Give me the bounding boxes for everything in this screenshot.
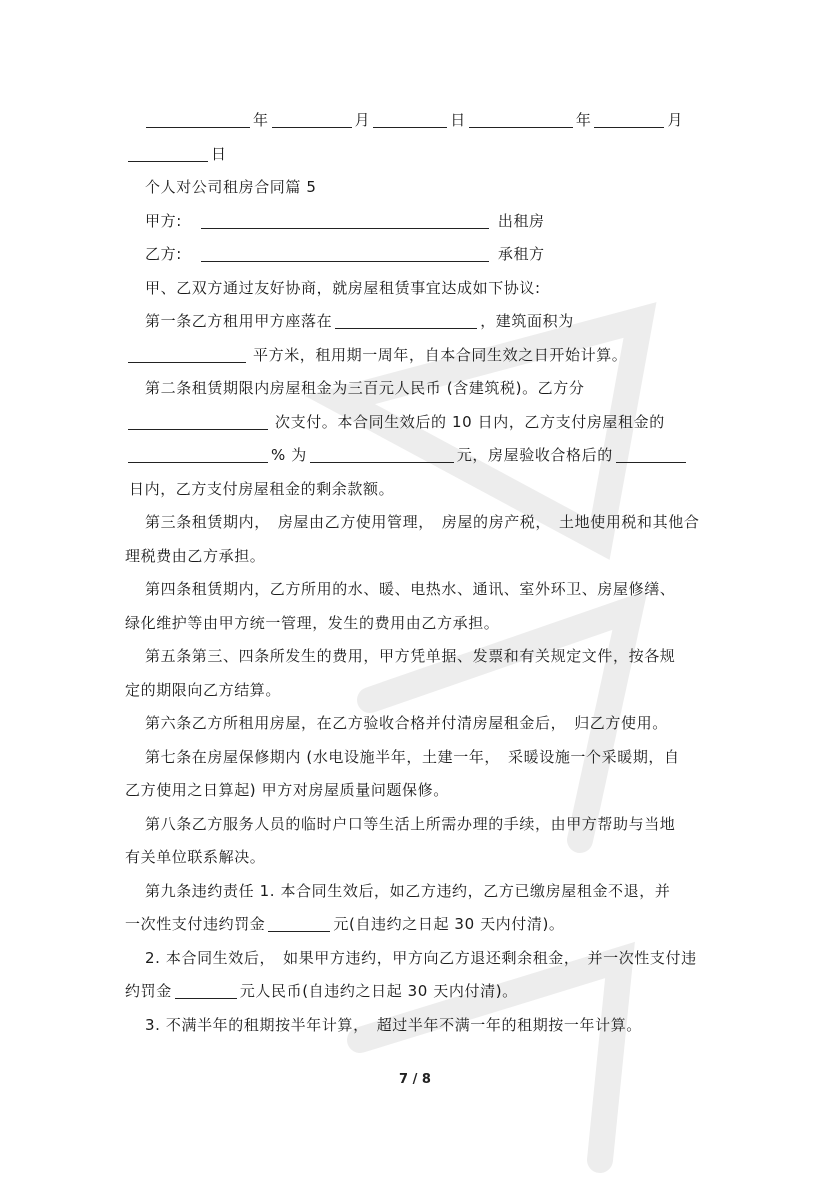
article-2: 第二条租赁期限内房屋租金为三百元人民币 (含建筑税)。乙方分 [145,379,585,397]
article-5-cont: 定的期限向乙方结算。 [125,680,282,699]
amount-field[interactable] [310,442,454,463]
text: 并一次性支付违 [587,948,697,967]
text: 第六条乙方所租用房屋，在乙方验收合格并付清房屋租金后， [145,714,567,732]
page-number: 7 / 8 [399,1072,431,1087]
blank-field[interactable] [469,107,573,128]
date-line [125,104,715,138]
article-2-cont: 日内，乙方支付房屋租金的剩余款额。 [129,479,395,498]
blank-field[interactable] [594,107,664,128]
text: 超过半年不满一年的租期按一年计算。 [376,1015,642,1034]
article-9: 第九条违约责任 1. 本合同生效后，如乙方违约，乙方已缴房屋租金不退，并 [145,881,671,900]
article-6 [125,707,715,741]
text: 如果甲方违约，甲方向乙方退还剩余租金， [283,948,580,967]
days-field[interactable] [616,442,686,463]
party-b-line [125,238,715,272]
article-4: 第四条租赁期内，乙方所用的水、暖、电热水、通讯、室外环卫、房屋修缮、 [145,580,676,598]
article-1 [125,305,715,339]
article-2-cont [125,439,715,473]
text: 日 [450,111,466,129]
party-a-role: 出租房 [497,211,545,230]
text: 房屋由乙方使用管理， [277,513,434,531]
text: 元，房屋验收合格后的 [456,446,613,464]
text: 元人民币(自违约之日起 30 天内付清)。 [239,982,518,1000]
text: 约罚金 [125,982,172,1000]
location-field[interactable] [335,308,477,329]
text: 第三条租赁期内， [145,513,270,531]
article-4-cont: 绿化维护等由甲方统一管理，发生的费用由乙方承担。 [125,613,500,632]
party-a-label: 甲方: [145,211,182,230]
text: 次支付。本合同生效后的 10 日内，乙方支付房屋租金的 [275,412,665,431]
party-a-line [125,205,715,239]
article-3-cont: 理税费由乙方承担。 [125,546,266,565]
article-1-cont [125,339,715,373]
text: 土地使用税和其他合 [559,513,700,531]
article-8-cont: 有关单位联系解决。 [125,848,266,866]
text: 年 [575,111,592,129]
text: 2. 本合同生效后， [145,948,276,967]
party-b-role: 承租方 [497,245,545,263]
article-5: 第五条第三、四条所发生的费用，甲方凭单据、发票和有关规定文件，按各规 [145,647,676,665]
blank-field[interactable] [146,107,250,128]
party-b-field[interactable] [201,241,489,262]
article-7 [125,741,715,775]
party-a-field[interactable] [201,208,489,229]
text: 采暖设施一个采暖期，自 [508,747,680,766]
text: % 为 [271,446,307,464]
contract-body [125,104,715,1042]
text: 年 [253,111,269,129]
article-9-2 [125,942,715,976]
text: 月 [667,111,684,129]
area-field[interactable] [128,342,246,363]
installments-field[interactable] [128,409,268,430]
text: ，建筑面积为 [480,312,574,330]
text: 平方米，租用期一周年，自本合同生效之日开始计算。 [253,345,628,364]
party-b-label: 乙方: [145,245,182,263]
blank-field[interactable] [272,107,352,128]
article-9-cont [125,908,715,942]
text: 月 [354,111,371,129]
text: 房屋的房产税， [441,513,552,531]
article-9-2-cont [125,975,715,1009]
text: 3. 不满半年的租期按半年计算， [145,1015,369,1034]
text: 日 [211,144,227,163]
text: 元(自违约之日起 30 天内付清)。 [333,915,565,933]
article-8: 第八条乙方服务人员的临时户口等生活上所需办理的手续，由甲方帮助与当地 [145,814,676,833]
text: 一次性支付违约罚金 [125,915,266,933]
blank-field[interactable] [373,107,447,128]
blank-field[interactable] [128,141,208,162]
text: 第一条乙方租用甲方座落在 [145,312,333,330]
intro-line: 甲、乙双方通过友好协商，就房屋租赁事宜达成如下协议: [145,278,541,297]
section-title: 个人对公司租房合同篇 5 [145,178,317,196]
date-line-cont [125,138,715,172]
article-9-3 [125,1009,715,1043]
percent-field[interactable] [128,442,268,463]
text: 归乙方使用。 [574,714,668,732]
article-3 [125,506,715,540]
penalty-field[interactable] [175,978,237,999]
penalty-field[interactable] [268,911,330,932]
text: 第七条在房屋保修期内 (水电设施半年，土建一年， [145,747,501,766]
article-2-cont [125,406,715,440]
article-7-cont: 乙方使用之日算起) 甲方对房屋质量问题保修。 [125,781,449,799]
